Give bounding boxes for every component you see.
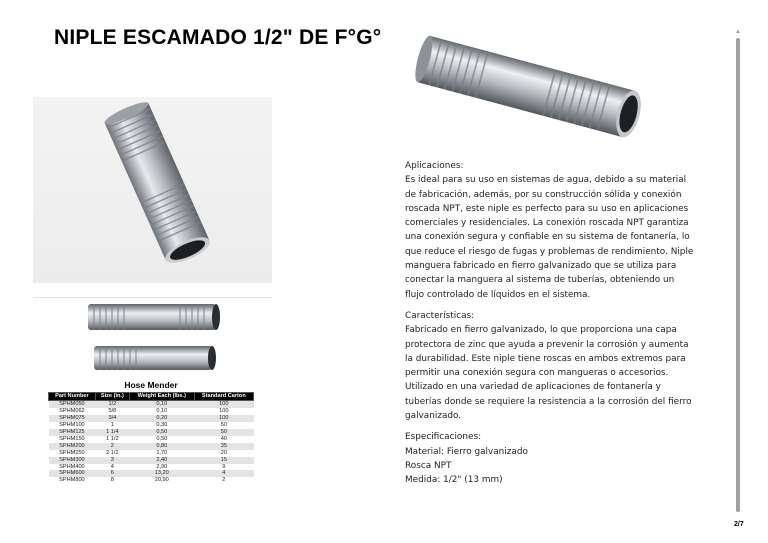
table-cell: 0,20 — [129, 415, 194, 422]
table-row — [49, 477, 254, 484]
table-cell: 1 — [95, 422, 129, 429]
table-cell: 50 — [194, 422, 253, 429]
table-row — [49, 408, 254, 415]
table-cell: SPHM200 — [49, 443, 96, 450]
hose-mender-table — [48, 392, 254, 484]
table-cell: 100 — [194, 408, 253, 415]
product-photo-top — [412, 28, 652, 148]
table-cell: SPHM250 — [49, 450, 96, 457]
product-photo-diagonal — [33, 97, 272, 283]
table-row — [49, 436, 254, 443]
table-row — [49, 429, 254, 436]
spec-medida: Medida: 1/2" (13 mm) — [405, 475, 503, 486]
spec-rosca: Rosca NPT — [405, 460, 452, 471]
description-column — [405, 159, 695, 495]
table-cell: SPHM300 — [49, 457, 96, 464]
table-header-row — [49, 393, 254, 401]
table-row — [49, 470, 254, 477]
table-cell: 20,90 — [129, 477, 194, 484]
table-cell: SPHM400 — [49, 464, 96, 471]
table-cell: 8 — [95, 477, 129, 484]
table-row — [49, 415, 254, 422]
caracteristicas-section — [405, 309, 695, 423]
table-cell: SPHM062 — [49, 408, 96, 415]
column-header-weight: Weight Each (lbs.) — [129, 393, 194, 401]
table-cell: 2,90 — [129, 464, 194, 471]
table-cell: 35 — [194, 443, 253, 450]
spec-material: Material: Fierro galvanizado — [405, 446, 528, 457]
table-cell: SPHM100 — [49, 422, 96, 429]
table-cell: 20 — [194, 450, 253, 457]
scroll-up-icon[interactable]: ▲ — [735, 29, 741, 35]
table-cell: 2 — [95, 443, 129, 450]
caracteristicas-body: Fabricado en fierro galvanizado, lo que proporciona una capa protectora de zinc que ayuda a prevenir la corrosión y aumenta la durabilidad. Este niple tiene roscas en ambos extremos para permitir una conexión segura con mangueras o accesorios. Utilizado en una variedad de aplicaciones de fontanería y tuberías donde se requiere la resistencia a la corrosión del fierro galvanizado. — [405, 325, 692, 422]
table-cell: 0,80 — [129, 443, 194, 450]
especificaciones-section — [405, 430, 695, 487]
table-cell: 50 — [194, 429, 253, 436]
table-cell: 1 1/4 — [95, 429, 129, 436]
table-cell: SPHM050 — [49, 401, 96, 408]
table-cell: 0,50 — [129, 429, 194, 436]
page-indicator: 2/7 — [734, 521, 744, 528]
table-row — [49, 422, 254, 429]
table-cell: 100 — [194, 401, 253, 408]
scrollbar-thumb[interactable] — [736, 38, 740, 512]
table-cell: 0,10 — [129, 408, 194, 415]
aplicaciones-section — [405, 159, 695, 302]
table-cell: 6 — [95, 470, 129, 477]
table-cell: 4 — [194, 470, 253, 477]
table-cell: 4 — [95, 464, 129, 471]
table-cell: 0,30 — [129, 422, 194, 429]
table-row — [49, 401, 254, 408]
table-row — [49, 450, 254, 457]
page-title: NIPLE ESCAMADO 1/2" DE F°G° — [54, 26, 382, 49]
table-cell: 5/8 — [95, 408, 129, 415]
table-cell: 0,10 — [129, 401, 194, 408]
especificaciones-heading: Especificaciones: — [405, 432, 482, 443]
column-header-size: Size (in.) — [95, 393, 129, 401]
table-cell: 2 1/2 — [95, 450, 129, 457]
column-header-part-number: Part Number — [49, 393, 96, 401]
table-cell: 3/4 — [95, 415, 129, 422]
table-cell: 1,70 — [129, 450, 194, 457]
table-cell: 2 — [194, 477, 253, 484]
aplicaciones-heading: Aplicaciones: — [405, 161, 464, 171]
table-cell: 1/2 — [95, 401, 129, 408]
table-cell: SPHM125 — [49, 429, 96, 436]
table-cell: 1 1/2 — [95, 436, 129, 443]
column-header-carton: Standard Carton — [194, 393, 253, 401]
vertical-scrollbar[interactable] — [735, 28, 741, 514]
caracteristicas-heading: Características: — [405, 310, 475, 321]
table-cell: 3 — [95, 457, 129, 464]
table-row — [49, 464, 254, 471]
table-cell: 9 — [194, 464, 253, 471]
table-cell: SPHM600 — [49, 470, 96, 477]
table-cell: SPHM075 — [49, 415, 96, 422]
table-cell: SPHM150 — [49, 436, 96, 443]
table-cell: SPHM800 — [49, 477, 96, 484]
aplicaciones-body: Es ideal para su uso en sistemas de agua, debido a su material de fabricación, además, por su construcción sólida y conexión roscada NPT, este niple es perfecto para su uso en aplicaciones comerciales y residenciales. La conexión roscada NPT garantiza una conexión segura y confiable en su sistema de fontanería, lo que reduce el riesgo de fugas y problemas de rendimiento. Niple manguera fabricado en fierro galvanizado que se utiliza para conectar la manguera al sistema de tuberías, obteniendo un flujo controlado de líquidos en el sistema. — [405, 175, 694, 300]
table-row — [49, 457, 254, 464]
table-title: Hose Mender — [124, 380, 178, 390]
table-cell: 100 — [194, 415, 253, 422]
table-row — [49, 443, 254, 450]
table-cell: 0,50 — [129, 436, 194, 443]
table-cell: 15 — [194, 457, 253, 464]
table-cell: 2,40 — [129, 457, 194, 464]
product-photo-horizontal — [82, 298, 222, 376]
table-cell: 40 — [194, 436, 253, 443]
table-cell: 13,20 — [129, 470, 194, 477]
